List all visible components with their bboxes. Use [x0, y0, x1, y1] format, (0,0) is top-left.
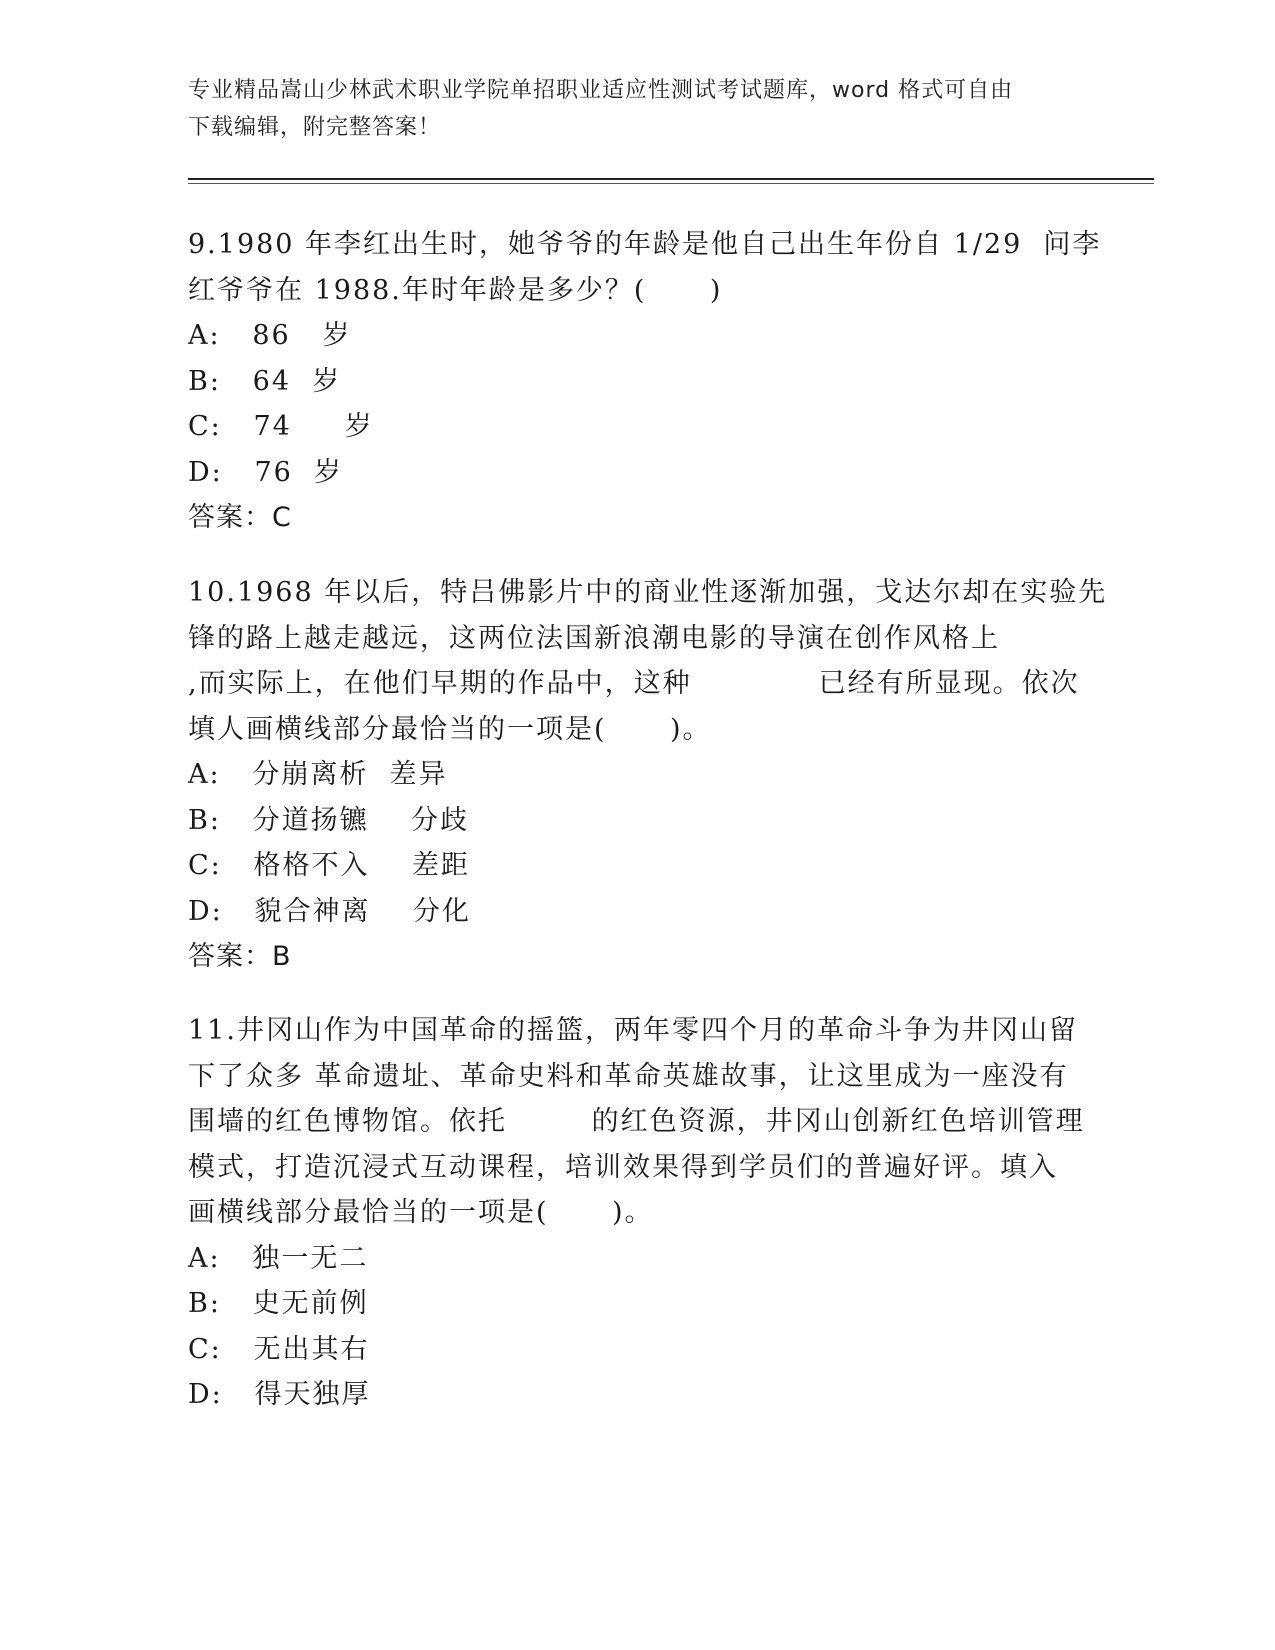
- option-a: A: 独一无二: [188, 1242, 369, 1274]
- option-b: B: 史无前例: [188, 1288, 369, 1319]
- document-header: [188, 72, 1078, 146]
- answer: 答案：C: [188, 502, 292, 533]
- option-c: C: 无出其右: [188, 1333, 370, 1365]
- question-text-line: ,而实际上，在他们早期的作品中，这种 已经有所显现。依次: [188, 668, 1080, 699]
- header-divider-thick: [188, 178, 1154, 180]
- header-line-2: 下载编辑，附完整答案！: [188, 115, 442, 140]
- header-line-1: 专业精品嵩山少林武术职业学院单招职业适应性测试考试题库，word 格式可自由: [188, 78, 1014, 103]
- question-text-line: 锋的路上越走越远，这两位法国新浪潮电影的导演在创作风格上: [188, 622, 1000, 654]
- question-text-line: 9.1980 年李红出生时，她爷爷的年龄是他自己出生年份自 1/29 问李: [188, 229, 1102, 260]
- question-10: [188, 570, 1108, 980]
- question-11: [188, 1008, 1088, 1418]
- question-text-line: 11.井冈山作为中国革命的摇篮，两年零四个月的革命斗争为井冈山留: [188, 1015, 1078, 1046]
- option-d: D: 76 岁: [188, 456, 344, 488]
- question-9: [188, 222, 1102, 541]
- question-text-line: 模式，打造沉浸式互动课程，培训效果得到学员们的普遍好评。填入: [188, 1151, 1058, 1183]
- option-d: D: 貌合神离 分化: [188, 895, 471, 927]
- header-divider-thin: [188, 183, 1154, 184]
- question-text-line: 围墙的红色博物馆。依托 的红色资源，井冈山创新红色培训管理: [188, 1106, 1085, 1137]
- answer: 答案：B: [188, 941, 292, 972]
- question-text-line: 10.1968 年以后，特吕佛影片中的商业性逐渐加强，戈达尔却在实验先: [188, 577, 1108, 608]
- option-b: B: 64 岁: [188, 365, 342, 397]
- option-a: A: 86 岁: [188, 320, 352, 351]
- question-text-line: 画横线部分最恰当的一项是( )。: [188, 1197, 654, 1228]
- option-a: A: 分崩离析 差异: [188, 759, 448, 790]
- question-text-line: 填人画横线部分最恰当的一项是( )。: [188, 713, 712, 745]
- option-c: C: 74 岁: [188, 411, 374, 442]
- question-text-line: 红爷爷在 1988.年时年龄是多少？( ): [188, 274, 723, 306]
- option-c: C: 格格不入 差距: [188, 850, 470, 881]
- option-b: B: 分道扬镳 分歧: [188, 804, 470, 836]
- option-d: D: 得天独厚: [188, 1379, 371, 1410]
- question-text-line: 下了众多 革命遗址、革命史料和革命英雄故事，让这里成为一座没有: [188, 1060, 1069, 1092]
